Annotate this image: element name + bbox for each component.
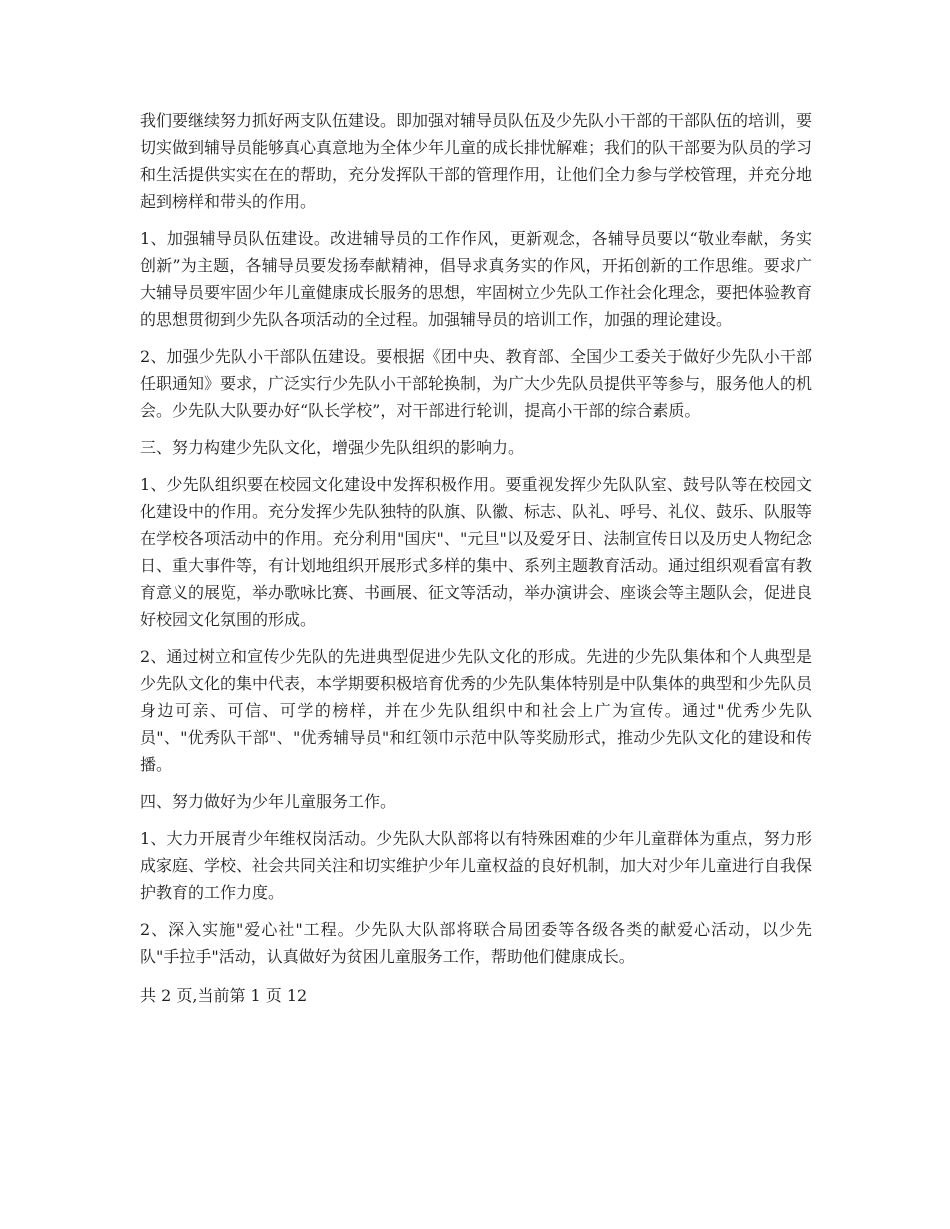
paragraph-rights-protection: 1、大力开展青少年维权岗活动。少先队大队部将以有特殊困难的少年儿童群体为重点，努力形成家庭、学校、社会共同关注和切实维护少年儿童权益的良好机制，加大对少年儿童进行自我保护教育的工作力度。 (140, 829, 813, 902)
paragraph-cadre-team: 2、加强少先队小干部队伍建设。要根据《团中央、教育部、全国少工委关于做好少先队小干部任职通知》要求，广泛实行少先队小干部轮换制，为广大少先队员提供平等参与，服务他人的机会。少先队大队要办好“队长学校”，对干部进行轮训，提高小干部的综合素质。 (140, 347, 813, 420)
page-footer: 共 2 页,当前第 1 页 12 (140, 986, 308, 1005)
paragraph-counselor-team: 1、加强辅导员队伍建设。改进辅导员的工作作风，更新观念，各辅导员要以“敬业奉献，务实创新”为主题，各辅导员要发扬奉献精神，倡导求真务实的作风，开拓创新的工作思维。要求广大辅导员要牢固少年儿童健康成长服务的思想，牢固树立少先队工作社会化理念，要把体验教育的思想贯彻到少先队各项活动的全过程。加强辅导员的培训工作，加强的理论建设。 (140, 229, 813, 329)
paragraph-love-society: 2、深入实施"爱心社"工程。少先队大队部将联合局团委等各级各类的献爱心活动，以少先队"手拉手"活动，认真做好为贫困儿童服务工作，帮助他们健康成长。 (140, 920, 812, 966)
paragraph-campus-culture: 1、少先队组织要在校园文化建设中发挥积极作用。要重视发挥少先队队室、鼓号队等在校园文化建设中的作用。充分发挥少先队独特的队旗、队徽、标志、队礼、呼号、礼仪、鼓乐、队服等在学校各项活动中的作用。充分利用"国庆"、"元旦"以及爱牙日、法制宣传日以及历史人物纪念日、重大事件等，有计划地组织开展形式多样的集中、系列主题教育活动。通过组织观看富有教育意义的展览，举办歌咏比赛、书画展、征文等活动，举办演讲会、座谈会等主题队会，促进良好校园文化氛围的形成。 (140, 475, 813, 629)
document-body (140, 107, 812, 1009)
section-heading-culture: 三、努力构建少先队文化，增强少先队组织的影响力。 (140, 438, 525, 457)
paragraph-team-building-intro: 我们要继续努力抓好两支队伍建设。即加强对辅导员队伍及少先队小干部的干部队伍的培训，要切实做到辅导员能够真心真意地为全体少年儿童的成长排忧解难；我们的队干部要为队员的学习和生活提供实实在在的帮助，充分发挥队干部的管理作用，让他们全力参与学校管理，并充分地起到榜样和带头的作用。 (140, 111, 813, 211)
section-heading-service: 四、努力做好为少年儿童服务工作。 (140, 792, 397, 811)
paragraph-advanced-models: 2、通过树立和宣传少先队的先进典型促进少先队文化的形成。先进的少先队集体和个人典型是少先队文化的集中代表，本学期要积极培育优秀的少先队集体特别是中队集体的典型和少先队员身边可亲、可信、可学的榜样，并在少先队组织中和社会上广为宣传。通过"优秀少先队员"、"优秀队干部"、"优秀辅导员"和红领巾示范中队等奖励形式，推动少先队文化的建设和传播。 (140, 647, 813, 774)
